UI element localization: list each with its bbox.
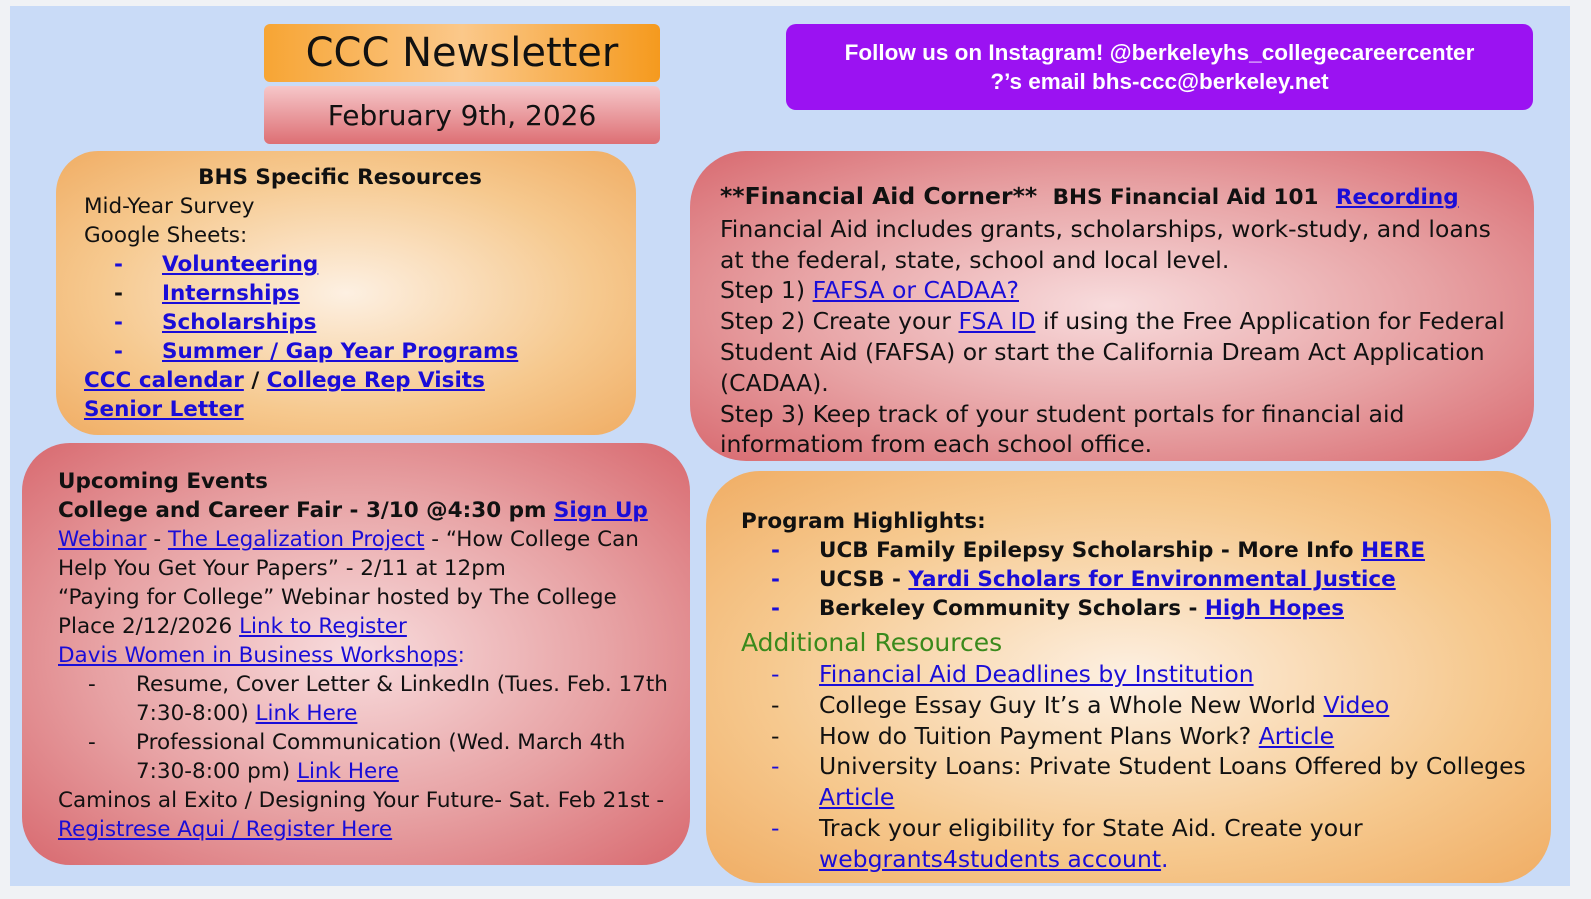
step-3: Step 3) Keep track of your student portals for financial aid informatiom from each school office. [720, 399, 1405, 459]
webinar-link[interactable]: Webinar [58, 527, 147, 552]
list-dash: - [114, 310, 123, 335]
register-link[interactable]: Link to Register [239, 614, 407, 639]
resource-text [819, 751, 1531, 813]
list-dash: - [114, 281, 123, 306]
workshop-desc: Resume, Cover Letter & LinkedIn (Tues. Feb. 17th 7:30-8:00) [136, 672, 668, 726]
separator: / [243, 368, 267, 393]
resource-label: College Essay Guy It’s a Whole New World [819, 690, 1324, 719]
resource-label: How do Tuition Payment Plans Work? [819, 721, 1259, 750]
page-margin [1570, 0, 1591, 899]
newsletter-slide [10, 6, 1570, 886]
workshop-item [58, 728, 670, 786]
resource-item [741, 659, 1531, 690]
step-1 [720, 275, 1514, 306]
sheet-item [84, 308, 636, 337]
career-fair-line [58, 496, 670, 525]
webgrants-link[interactable]: webgrants4students account [819, 844, 1162, 873]
mid-year-survey: Mid-Year Survey [84, 194, 255, 219]
list-dash: - [771, 752, 780, 781]
step-2 [720, 306, 1514, 398]
video-link[interactable]: Video [1323, 690, 1390, 719]
ccc-calendar-link[interactable]: CCC calendar [84, 368, 244, 393]
program-label: UCSB - [819, 567, 909, 592]
internships-link[interactable]: Internships [162, 281, 300, 306]
list-dash: - [771, 538, 780, 563]
senior-letter-line [84, 395, 636, 424]
bhs-resources-heading: BHS Specific Resources [198, 165, 482, 190]
summer-gap-year-link[interactable]: Summer / Gap Year Programs [162, 339, 519, 364]
sheet-item [84, 279, 636, 308]
list-dash: - [88, 672, 96, 697]
paying-for-college-line [58, 583, 670, 641]
newsletter-date-text: February 9th, 2026 [327, 98, 597, 132]
davis-colon: : [457, 643, 465, 668]
list-dash: - [771, 596, 780, 621]
career-fair-text: College and Career Fair - 3/10 @4:30 pm [58, 498, 554, 523]
resource-text [819, 721, 1334, 752]
volunteering-link[interactable]: Volunteering [162, 252, 319, 277]
resource-item [741, 751, 1531, 813]
davis-workshops-link[interactable]: Davis Women in Business Workshops [58, 643, 458, 668]
newsletter-title-text: CCC Newsletter [305, 30, 619, 76]
financial-aid-deadlines-link[interactable]: Financial Aid Deadlines by Institution [819, 660, 1254, 688]
list-dash: - [771, 567, 780, 592]
financial-aid-panel [690, 151, 1534, 461]
program-item [741, 594, 1531, 623]
tuition-article-link[interactable]: Article [1258, 721, 1335, 750]
workshop-desc: Professional Communication (Wed. March 4th 7:30-8:00 pm) [136, 730, 626, 784]
recording-link[interactable]: Recording [1335, 185, 1459, 210]
instagram-line: Follow us on Instagram! @berkeleyhs_collegecareercenter [844, 40, 1475, 65]
workshop-text [136, 728, 670, 786]
resource-text [819, 690, 1389, 721]
senior-letter-link[interactable]: Senior Letter [84, 397, 244, 422]
list-dash: - [114, 252, 123, 277]
newsletter-date [264, 86, 660, 144]
resource-item [741, 813, 1531, 875]
program-label: Berkeley Community Scholars - [819, 596, 1205, 621]
upcoming-events-panel [22, 443, 690, 865]
program-highlights-heading: Program Highlights: [741, 509, 986, 534]
epilepsy-here-link[interactable]: HERE [1361, 538, 1426, 563]
additional-resources-heading: Additional Resources [741, 628, 1003, 657]
financial-aid-title: **Financial Aid Corner** [720, 182, 1038, 210]
college-rep-visits-link[interactable]: College Rep Visits [266, 368, 485, 393]
program-item [741, 565, 1531, 594]
webinar-line [58, 525, 670, 583]
paying-text: “Paying for College” Webinar hosted by The College Place 2/12/2026 [58, 585, 617, 639]
scholarships-link[interactable]: Scholarships [162, 310, 317, 335]
legalization-project-link[interactable]: The Legalization Project [167, 527, 425, 552]
list-dash: - [771, 813, 780, 842]
financial-aid-subtitle: BHS Financial Aid 101 [1052, 185, 1319, 210]
register-here-link[interactable]: Registrese Aqui / Register Here [58, 817, 393, 842]
list-dash: - [771, 660, 780, 688]
high-hopes-link[interactable]: High Hopes [1204, 596, 1344, 621]
list-dash: - [771, 721, 780, 750]
list-dash: - [88, 730, 96, 755]
step-2-label: Step 2) Create your [720, 307, 959, 336]
calendar-line [84, 366, 636, 395]
caminos-text: Caminos al Exito / Designing Your Future- Sat. Feb 21st - [58, 788, 665, 813]
resource-item [741, 721, 1531, 752]
program-text [819, 536, 1425, 565]
list-dash: - [771, 690, 780, 719]
newsletter-title [264, 24, 660, 82]
program-label: UCB Family Epilepsy Scholarship - More Info [819, 538, 1362, 563]
workshop-1-link[interactable]: Link Here [255, 701, 358, 726]
contact-banner [786, 24, 1533, 110]
sheet-item [84, 337, 636, 366]
bhs-resources-panel [56, 151, 636, 435]
workshop-item [58, 670, 670, 728]
program-text [819, 594, 1344, 623]
resource-item [741, 690, 1531, 721]
step-1-label: Step 1) [720, 276, 813, 305]
google-sheets-label: Google Sheets: [84, 223, 248, 248]
workshop-text [136, 670, 670, 728]
resource-label: Track your eligibility for State Aid. Create your [819, 813, 1363, 842]
davis-line [58, 641, 670, 670]
list-dash: - [114, 339, 123, 364]
program-highlights-panel [706, 471, 1551, 883]
resource-after: . [1161, 844, 1169, 873]
program-item [741, 536, 1531, 565]
webinar-details: - “How College Can Help You Get Your Papers” - 2/11 at 12pm [58, 527, 639, 581]
resource-text [819, 813, 1531, 875]
fsa-id-link[interactable]: FSA ID [958, 307, 1036, 336]
webinar-sep: - [146, 527, 168, 552]
workshop-2-link[interactable]: Link Here [296, 759, 399, 784]
sheet-item [84, 250, 636, 279]
loans-article-link[interactable]: Article [819, 783, 895, 812]
email-line: ?’s email bhs-ccc@berkeley.net [990, 69, 1329, 94]
events-heading: Upcoming Events [58, 469, 268, 494]
caminos-line [58, 786, 670, 844]
resource-label: University Loans: Private Student Loans Offered by Colleges [819, 752, 1526, 781]
step-2-rest: if using the Free Application for Federal Student Aid (FAFSA) or start the California Dream Act Application (CADAA). [720, 307, 1505, 397]
yardi-scholars-link[interactable]: Yardi Scholars for Environmental Justice [908, 567, 1396, 592]
fafsa-cadaa-link[interactable]: FAFSA or CADAA? [812, 276, 1019, 305]
resource-text [819, 659, 1254, 690]
financial-aid-intro: Financial Aid includes grants, scholarships, work-study, and loans at the federal, state, school and local level. [720, 214, 1491, 274]
sign-up-link[interactable]: Sign Up [553, 498, 648, 523]
program-text [819, 565, 1396, 594]
financial-aid-heading [720, 181, 1514, 214]
